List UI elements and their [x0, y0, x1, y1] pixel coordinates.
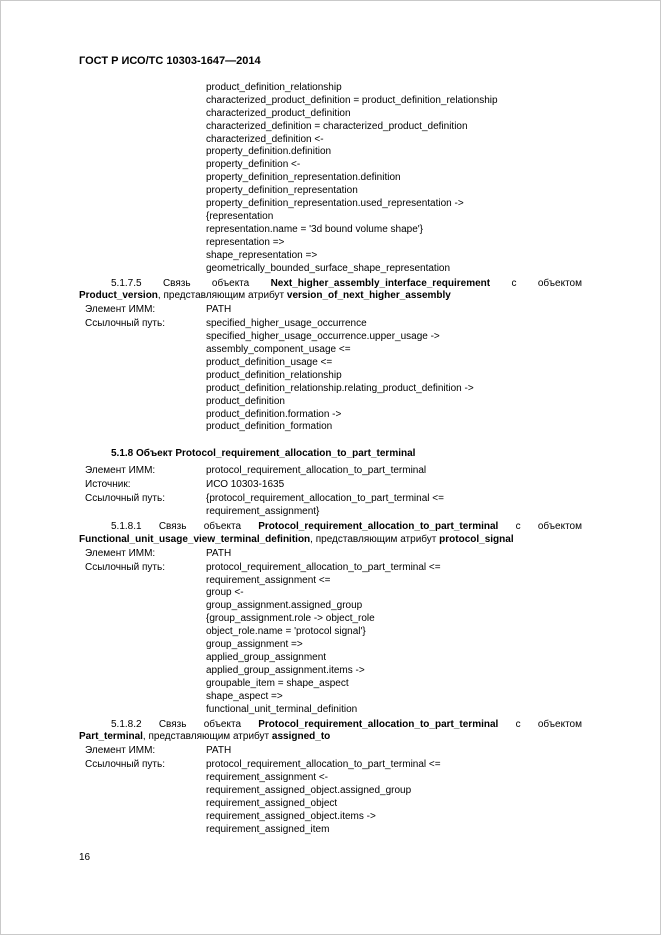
code-line: geometrically_bounded_surface_shape_representation	[206, 262, 451, 274]
code-line: shape_representation =>	[206, 249, 318, 261]
text-segment: Product_version	[79, 290, 158, 302]
code-line: specified_higher_usage_occurrence.upper_usage ->	[206, 331, 440, 343]
document-header: ГОСТ Р ИСО/ТС 10303-1647—2014	[79, 55, 261, 67]
text-segment: 5.1.8.2	[111, 718, 159, 730]
text-segment: с	[490, 277, 538, 289]
label-imm-element: Элемент ИММ:	[85, 547, 156, 559]
code-line: {representation	[206, 210, 274, 222]
paragraph-5-1-7-5	[79, 278, 582, 304]
code-line: group_assignment =>	[206, 639, 303, 651]
row-source-5-1-8	[79, 479, 582, 492]
code-line: {group_assignment.role -> object_role	[206, 613, 375, 625]
label-reference-path: Ссылочный путь:	[85, 318, 165, 330]
code-line: product_definition_formation	[206, 421, 333, 433]
code-block-refpath-5-1-7-5	[206, 318, 582, 434]
code-line: protocol_requirement_allocation_to_part_terminal <=	[206, 759, 441, 771]
code-line: property_definition_representation	[206, 185, 358, 197]
code-line: group <-	[206, 587, 244, 599]
paragraph-5-1-7-5-line2	[79, 290, 582, 303]
text-segment: Functional_unit_usage_view_terminal_definition	[79, 533, 311, 545]
code-line: product_definition_usage <=	[206, 356, 333, 368]
text-segment: с	[498, 520, 538, 532]
label-reference-path: Ссылочный путь:	[85, 493, 165, 505]
page-content	[1, 1, 660, 837]
code-block-representation-path	[206, 82, 582, 276]
code-block-refpath-5-1-8-2	[206, 759, 582, 836]
row-imm-element-5-1-7-5	[79, 304, 582, 317]
text-segment: Protocol_requirement_allocation_to_part_terminal	[258, 520, 499, 532]
code-line: assembly_component_usage <=	[206, 344, 351, 356]
code-line: product_definition.formation ->	[206, 408, 342, 420]
code-block-refpath-5-1-8	[206, 493, 582, 519]
text-segment: protocol_signal	[439, 533, 514, 545]
paragraph-5-1-8-1-line1	[79, 521, 582, 534]
label-source: Источник:	[85, 479, 131, 491]
text-segment: 5.1.7.5	[111, 277, 163, 289]
heading-5-1-8: 5.1.8 Объект Protocol_requirement_allocation_to_part_terminal	[111, 448, 416, 460]
text-segment: , представляющим атрибут	[310, 533, 440, 545]
imm-element-value: protocol_requirement_allocation_to_part_terminal	[206, 465, 427, 477]
code-line: functional_unit_terminal_definition	[206, 703, 358, 715]
code-line: applied_group_assignment	[206, 651, 327, 663]
code-line: applied_group_assignment.items ->	[206, 664, 365, 676]
code-line: product_definition_relationship	[206, 369, 342, 381]
code-line: product_definition_relationship.relating_product_definition ->	[206, 382, 474, 394]
code-line: characterized_definition = characterized_product_definition	[206, 120, 468, 132]
text-segment: 5.1.8.1	[111, 520, 159, 532]
code-line: requirement_assignment <=	[206, 574, 331, 586]
text-segment: Связь	[162, 277, 212, 289]
row-reference-path-5-1-7-5	[79, 318, 582, 434]
paragraph-5-1-8-2-line1	[79, 719, 582, 732]
code-block-refpath-5-1-8-1	[206, 562, 582, 717]
label-reference-path: Ссылочный путь:	[85, 759, 165, 771]
code-line: shape_aspect =>	[206, 690, 283, 702]
row-imm-element-5-1-8-1	[79, 548, 582, 561]
code-line: representation.name = '3d bound volume shape'}	[206, 223, 424, 235]
code-line: requirement_assignment <-	[206, 772, 329, 784]
label-reference-path: Ссылочный путь:	[85, 561, 165, 573]
code-line: {protocol_requirement_allocation_to_part_terminal <=	[206, 493, 444, 505]
text-segment: объекта	[203, 520, 259, 532]
text-segment: с	[498, 718, 538, 730]
text-segment: Связь	[158, 718, 204, 730]
code-line: group_assignment.assigned_group	[206, 600, 363, 612]
code-line: characterized_product_definition = product_definition_relationship	[206, 94, 498, 106]
code-line: requirement_assigned_item	[206, 823, 330, 835]
paragraph-5-1-7-5-line1	[79, 278, 582, 291]
code-line: representation =>	[206, 236, 285, 248]
text-segment: assigned_to	[271, 731, 331, 743]
code-line: product_definition_relationship	[206, 81, 342, 93]
text-segment: , представляющим атрибут	[157, 290, 287, 302]
code-line: property_definition_representation.definition	[206, 172, 401, 184]
text-segment: объекта	[203, 718, 259, 730]
text-segment: объектом	[537, 520, 582, 532]
label-imm-element: Элемент ИММ:	[85, 304, 156, 316]
imm-element-value: PATH	[206, 547, 232, 559]
code-line: object_role.name = 'protocol signal'}	[206, 626, 366, 638]
text-segment: Связь	[158, 520, 204, 532]
paragraph-5-1-8-1-line2	[79, 534, 582, 547]
paragraph-5-1-8-2-line2	[79, 731, 582, 744]
code-line: groupable_item = shape_aspect	[206, 677, 349, 689]
code-line: characterized_product_definition	[206, 107, 351, 119]
code-line: characterized_definition <-	[206, 133, 324, 145]
code-line: property_definition_representation.used_representation ->	[206, 198, 464, 210]
row-imm-element-5-1-8	[79, 465, 582, 478]
text-segment: , представляющим атрибут	[142, 731, 272, 743]
label-imm-element: Элемент ИММ:	[85, 745, 156, 757]
label-imm-element: Элемент ИММ:	[85, 465, 156, 477]
row-reference-path-5-1-8-2	[79, 759, 582, 836]
text-segment: объектом	[537, 718, 582, 730]
code-line: requirement_assigned_object.items ->	[206, 810, 376, 822]
row-reference-path-5-1-8	[79, 493, 582, 519]
code-line: requirement_assigned_object.assigned_group	[206, 785, 412, 797]
text-segment: version_of_next_higher_assembly	[286, 290, 451, 302]
code-line: requirement_assigned_object	[206, 797, 338, 809]
source-value: ИСО 10303-1635	[206, 479, 285, 491]
text-segment: Next_higher_assembly_interface_requirement	[270, 277, 491, 289]
paragraph-5-1-8-2	[79, 719, 582, 745]
code-line: product_definition	[206, 395, 285, 407]
code-line: protocol_requirement_allocation_to_part_terminal <=	[206, 561, 441, 573]
row-imm-element-5-1-8-2	[79, 745, 582, 758]
imm-element-value: PATH	[206, 304, 232, 316]
row-reference-path-5-1-8-1	[79, 562, 582, 717]
text-segment: Part_terminal	[79, 731, 143, 743]
text-segment: объектом	[537, 277, 582, 289]
code-line: specified_higher_usage_occurrence	[206, 318, 367, 330]
text-segment: объекта	[211, 277, 271, 289]
code-line: requirement_assignment}	[206, 506, 320, 517]
text-segment: Protocol_requirement_allocation_to_part_terminal	[258, 718, 499, 730]
page-number: 16	[79, 852, 91, 863]
code-line: property_definition.definition	[206, 146, 332, 158]
paragraph-5-1-8-1	[79, 521, 582, 547]
code-line: property_definition <-	[206, 159, 301, 171]
imm-element-value: PATH	[206, 745, 232, 757]
